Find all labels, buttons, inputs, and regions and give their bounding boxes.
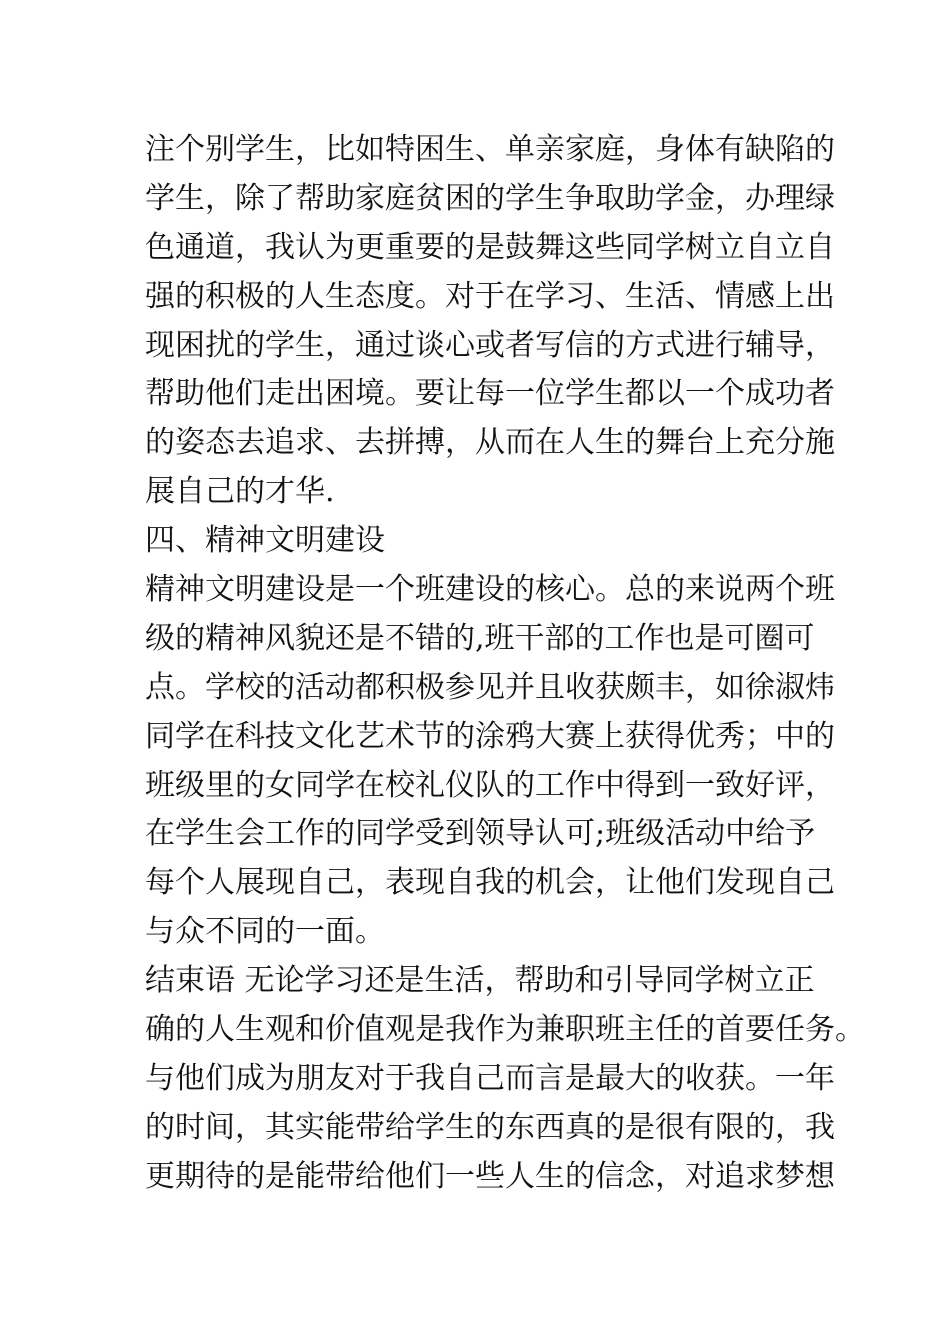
text-line: 确的人生观和价值观是我作为兼职班主任的首要任务。 — [145, 1012, 865, 1048]
text-line: 更期待的是能带给他们一些人生的信念，对追求梦想 — [145, 1158, 835, 1194]
text-line: 同学在科技文化艺术节的涂鸦大赛上获得优秀；中的 — [145, 718, 835, 754]
text-line: 的姿态去追求、去拼搏，从而在人生的舞台上充分施 — [145, 425, 835, 461]
text-line: 与他们成为朋友对于我自己而言是最大的收获。一年 — [145, 1060, 835, 1096]
text-line: 结束语 无论学习还是生活，帮助和引导同学树立正 — [145, 963, 815, 999]
text-line: 注个别学生，比如特困生、单亲家庭，身体有缺陷的 — [145, 132, 835, 167]
text-line: 色通道，我认为更重要的是鼓舞这些同学树立自立自 — [145, 229, 835, 265]
text-line: 点。学校的活动都积极参见并且收获颇丰，如徐淑炜 — [145, 669, 835, 705]
text-line: 现困扰的学生，通过谈心或者写信的方式进行辅导， — [145, 327, 835, 363]
body-text — [145, 126, 865, 1202]
text-line: 在学生会工作的同学受到领导认可;班级活动中给予 — [145, 816, 816, 852]
text-line: 班级里的女同学在校礼仪队的工作中得到一致好评， — [145, 767, 835, 803]
text-line: 学生，除了帮助家庭贫困的学生争取助学金，办理绿 — [145, 180, 835, 216]
text-line: 帮助他们走出困境。要让每一位学生都以一个成功者 — [145, 376, 835, 412]
text-line: 与众不同的一面。 — [145, 914, 385, 950]
text-line: 强的积极的人生态度。对于在学习、生活、情感上出 — [145, 278, 835, 314]
text-line: 展自己的才华. — [145, 474, 335, 510]
text-line: 每个人展现自己，表现自我的机会，让他们发现自己 — [145, 865, 835, 901]
text-line: 精神文明建设是一个班建设的核心。总的来说两个班 — [145, 572, 835, 608]
section-heading: 四、精神文明建设 — [145, 523, 385, 559]
text-line: 级的精神风貌还是不错的,班干部的工作也是可圈可 — [145, 620, 815, 656]
text-line: 的时间，其实能带给学生的东西真的是很有限的，我 — [145, 1109, 835, 1145]
